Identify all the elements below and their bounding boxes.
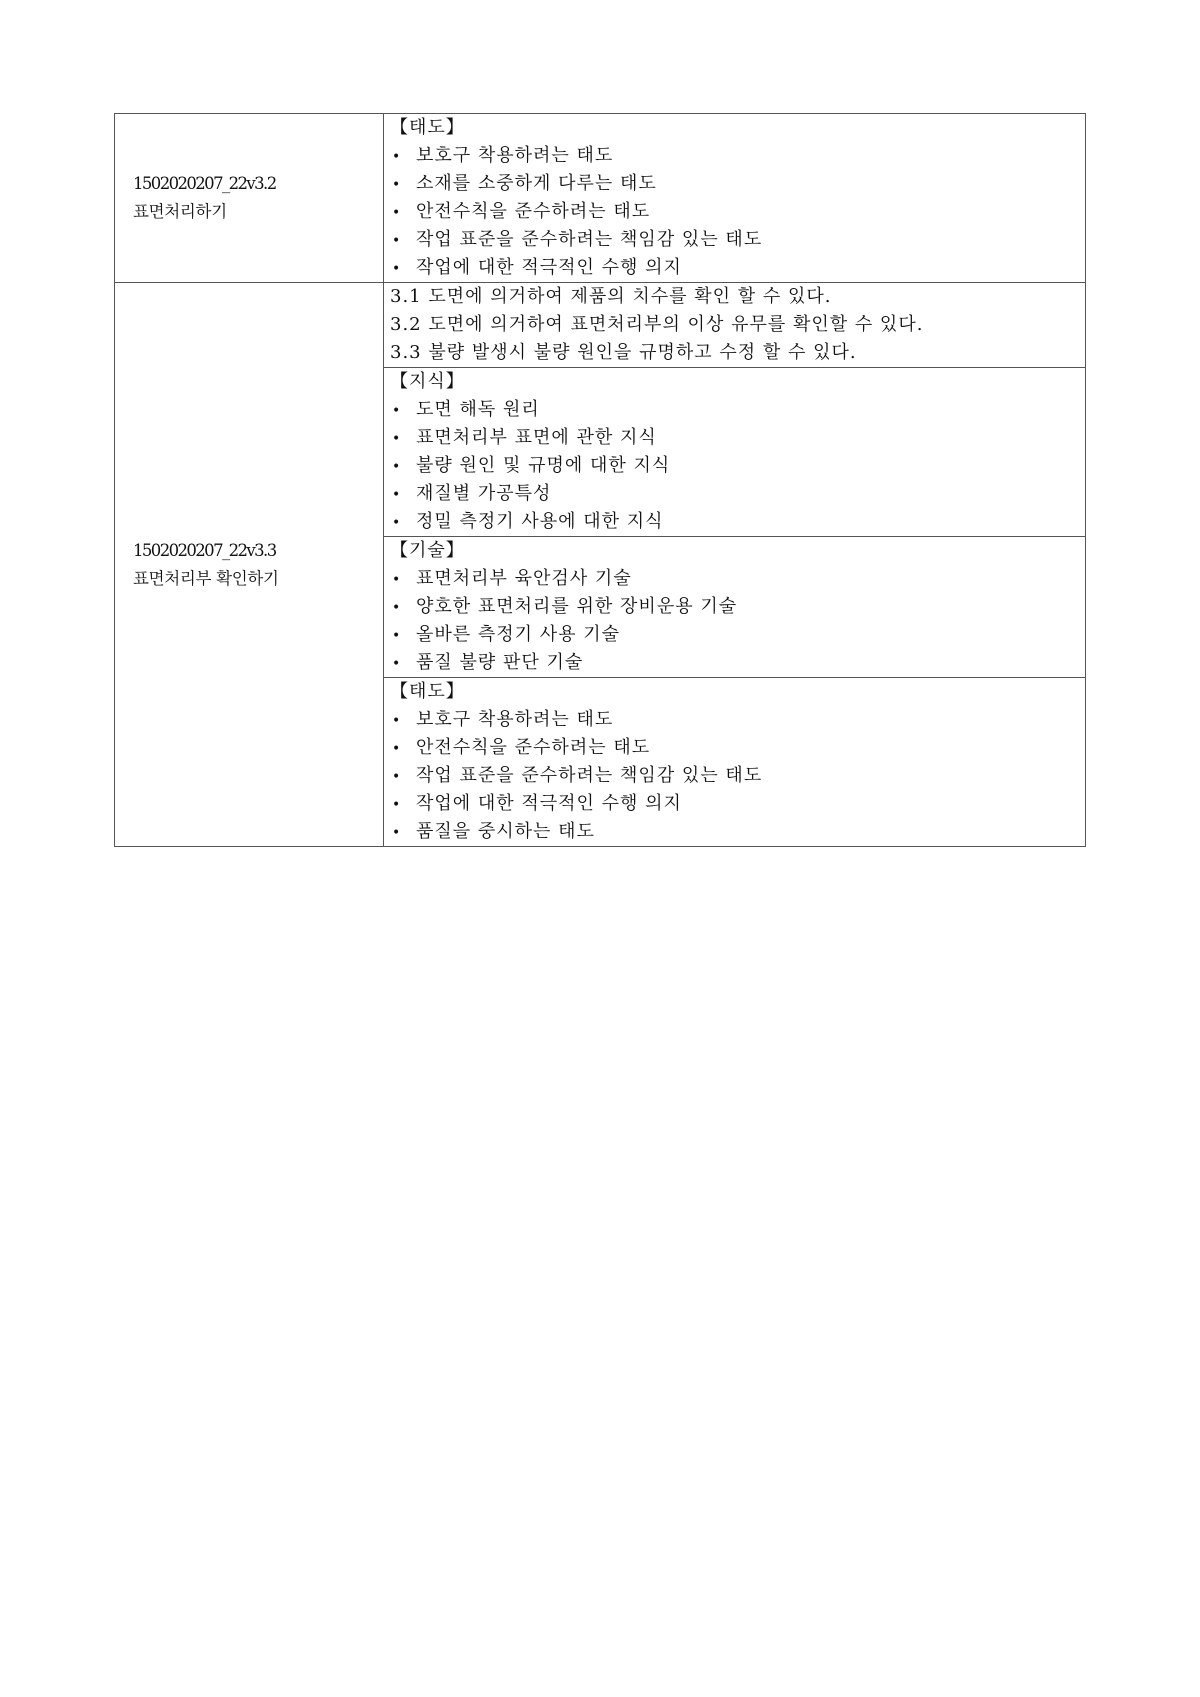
bullet-icon: • [392, 403, 402, 419]
list-item: • 작업 표준을 준수하려는 책임감 있는 태도 [390, 762, 1079, 790]
bullet-icon: • [392, 825, 402, 841]
section-heading: 【태도】 [390, 117, 465, 138]
skills-cell [384, 537, 1086, 678]
table-row [115, 114, 1086, 283]
list-item: • 도면 해독 원리 [390, 396, 1079, 424]
bullet-icon: • [392, 205, 402, 221]
unit-code: 1502020207_22v3.3 [133, 540, 276, 560]
list-item: • 표면처리부 육안검사 기술 [390, 565, 1079, 593]
list-item: • 작업 표준을 준수하려는 책임감 있는 태도 [390, 226, 1079, 254]
bullet-icon: • [392, 515, 402, 531]
bullet-icon: • [392, 797, 402, 813]
list-item: • 안전수칙을 준수하려는 태도 [390, 734, 1079, 762]
list-item: • 품질을 중시하는 태도 [390, 818, 1079, 846]
section-heading: 【태도】 [390, 681, 465, 702]
criteria-cell [384, 283, 1086, 368]
list-item: • 품질 불량 판단 기술 [390, 649, 1079, 677]
attitude-cell [384, 678, 1086, 847]
criteria-item: 3.3 불량 발생시 불량 원인을 규명하고 수정 할 수 있다. [390, 342, 857, 363]
bullet-icon: • [392, 261, 402, 277]
bullet-icon: • [392, 713, 402, 729]
list-item: • 불량 원인 및 규명에 대한 지식 [390, 452, 1079, 480]
unit-name: 표면처리하기 [133, 202, 227, 221]
bullet-icon: • [392, 741, 402, 757]
list-item: • 작업에 대한 적극적인 수행 의지 [390, 790, 1079, 818]
bullet-icon: • [392, 656, 402, 672]
bullet-icon: • [392, 628, 402, 644]
bullet-icon: • [392, 769, 402, 785]
list-item: • 보호구 착용하려는 태도 [390, 142, 1079, 170]
list-item: • 정밀 측정기 사용에 대한 지식 [390, 508, 1079, 536]
knowledge-cell [384, 368, 1086, 537]
list-item: • 올바른 측정기 사용 기술 [390, 621, 1079, 649]
unit-name: 표면처리부 확인하기 [133, 568, 279, 588]
bullet-icon: • [392, 149, 402, 165]
unit-code: 1502020207_22v3.2 [133, 174, 276, 193]
unit-cell [115, 283, 384, 847]
attitude-cell [384, 114, 1086, 283]
bullet-icon: • [392, 177, 402, 193]
bullet-icon: • [392, 459, 402, 475]
table-row [115, 283, 1086, 368]
bullet-icon: • [392, 572, 402, 588]
list-item: • 소재를 소중하게 다루는 태도 [390, 170, 1079, 198]
criteria-item: 3.1 도면에 의거하여 제품의 치수를 확인 할 수 있다. [390, 286, 832, 307]
list-item: • 안전수칙을 준수하려는 태도 [390, 198, 1079, 226]
list-item: • 작업에 대한 적극적인 수행 의지 [390, 254, 1079, 282]
bullet-icon: • [392, 233, 402, 249]
bullet-icon: • [392, 487, 402, 503]
list-item: • 양호한 표면처리를 위한 장비운용 기술 [390, 593, 1079, 621]
list-item: • 재질별 가공특성 [390, 480, 1079, 508]
bullet-icon: • [392, 431, 402, 447]
list-item: • 표면처리부 표면에 관한 지식 [390, 424, 1079, 452]
unit-cell [115, 114, 384, 283]
list-item: • 보호구 착용하려는 태도 [390, 706, 1079, 734]
criteria-item: 3.2 도면에 의거하여 표면처리부의 이상 유무를 확인할 수 있다. [390, 314, 924, 335]
competency-table [114, 113, 1086, 847]
section-heading: 【지식】 [390, 371, 465, 392]
bullet-icon: • [392, 600, 402, 616]
section-heading: 【기술】 [390, 540, 465, 561]
